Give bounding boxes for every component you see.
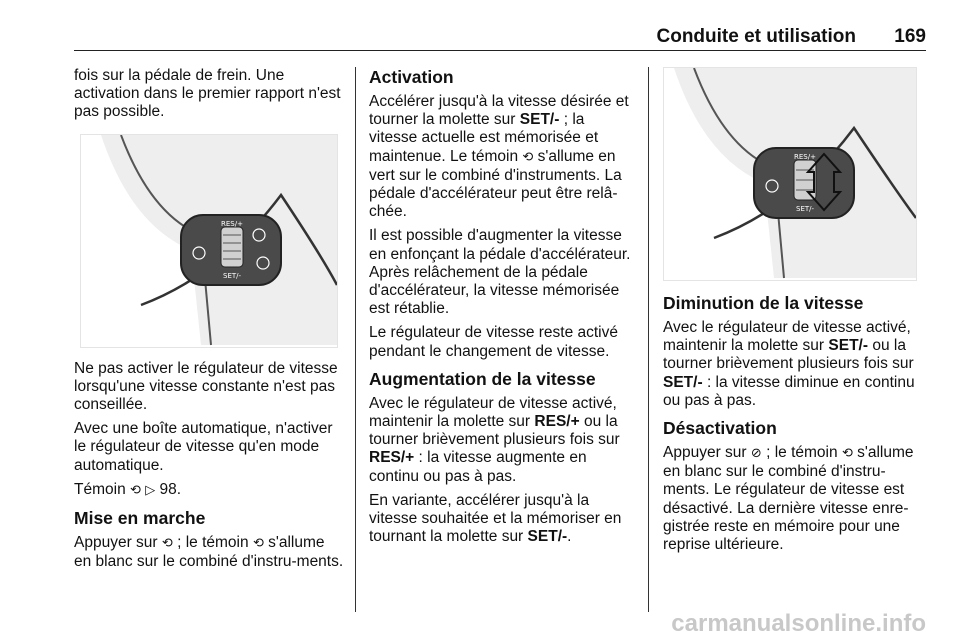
- cruise-control-icon: ⟲: [522, 149, 534, 165]
- steering-wheel-figure: [663, 67, 917, 281]
- column-2: [369, 67, 634, 552]
- set-label: SET/-: [796, 205, 815, 213]
- page-reference-arrow-icon: ▷: [145, 482, 156, 498]
- steering-wheel-figure: [80, 134, 338, 348]
- section-heading: Diminution de la vitesse: [663, 293, 864, 313]
- paragraph: Il est possible d'augmenter la vitesse en enfonçant la pédale d'accélérateur. Après relâchement de la pédale d'accélérateur, la vitesse mémorisée est rétablie.: [369, 227, 631, 318]
- cruise-cancel-icon: ⊘: [750, 446, 762, 462]
- column-3: [663, 67, 928, 560]
- page-header: [74, 26, 926, 48]
- header-rule: [74, 50, 926, 51]
- paragraph: Appuyer sur ⊘ ; le témoin ⟲ s'allume en blanc sur le combiné d'instru-ments. Le régulateur de vitesse est désactivé. La dernière vitesse enre-gistrée reste en mémoire pour une reprise ultérieure.: [663, 444, 914, 554]
- res-label: RES/+: [794, 153, 816, 161]
- column-1: [74, 67, 346, 577]
- page-number: 169: [894, 26, 926, 47]
- column-divider: [355, 67, 356, 612]
- watermark: carmanualsonline.info: [671, 610, 926, 637]
- section-heading: Activation: [369, 67, 454, 87]
- paragraph: Avec une boîte automatique, n'activer le régulateur de vitesse qu'en mode automatique.: [74, 420, 333, 474]
- paragraph: Avec le régulateur de vitesse activé, maintenir la molette sur SET/- ou la tourner brièvement plusieurs fois sur SET/- : la vitesse diminue en continu ou pas à pas.: [663, 319, 915, 409]
- paragraph: Témoin ⟲ ▷ 98.: [74, 480, 182, 498]
- paragraph: Accélérer jusqu'à la vitesse désirée et tourner la molette sur SET/- ; la vitesse actuelle est mémorisée et maintenue. Le témoin ⟲ s'allume en vert sur le combiné d'instruments. La pédale d'accélérateur peut être relâ-chée.: [369, 93, 629, 221]
- paragraph: fois sur la pédale de frein. Une activation dans le premier rapport n'est pas possible.: [74, 67, 341, 121]
- paragraph: Le régulateur de vitesse reste activé pendant le changement de vitesse.: [369, 324, 618, 360]
- cruise-control-icon: ⟲: [130, 482, 141, 498]
- cruise-control-icon: ⟲: [252, 536, 264, 552]
- cruise-control-icon: ⟲: [841, 446, 853, 462]
- section-heading: Augmentation de la vitesse: [369, 368, 596, 389]
- paragraph: En variante, accélérer jusqu'à la vitesse souhaitée et la mémoriser en tournant la molette sur SET/-.: [369, 491, 622, 546]
- paragraph: Ne pas activer le régulateur de vitesse lorsqu'une vitesse constante n'est pas conseillée.: [74, 359, 338, 414]
- cruise-control-icon: ⟲: [161, 536, 173, 552]
- column-divider: [648, 67, 649, 612]
- set-label: SET/-: [223, 271, 242, 280]
- section-heading: Mise en marche: [74, 508, 206, 529]
- res-label: RES/+: [221, 219, 243, 228]
- page-title: Conduite et utilisation: [656, 26, 856, 47]
- paragraph: Avec le régulateur de vitesse activé, maintenir la molette sur RES/+ ou la tourner brièvement plusieurs fois sur RES/+ : la vitesse augmente en continu ou pas à pas.: [369, 394, 620, 485]
- section-heading: Désactivation: [663, 418, 777, 439]
- paragraph: Appuyer sur ⟲ ; le témoin ⟲ s'allume en blanc sur le combiné d'instru-ments.: [74, 534, 344, 571]
